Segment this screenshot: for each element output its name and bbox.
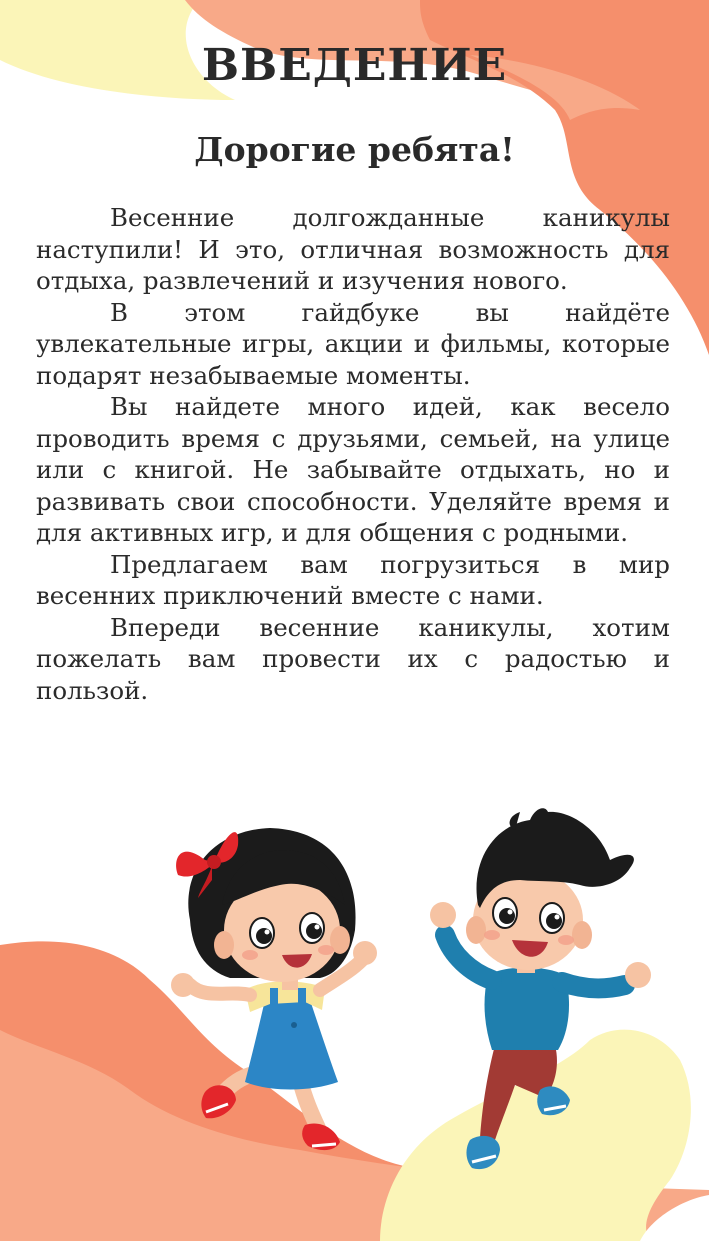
boy-right-shoe (537, 1086, 570, 1115)
girl-left-hand (171, 973, 195, 997)
boy-left-shoe (466, 1136, 500, 1169)
page-title: ВВЕДЕНИЕ (201, 40, 508, 91)
paragraph: Весенние долгожданные каникулы наступили! И это, отличная возможность для отдыха, развлечений и изучения нового. (36, 203, 670, 295)
paragraph: Предлагаем вам погрузиться в мир весенних приключений вместе с нами. (36, 549, 670, 610)
greeting-heading: Дорогие ребята! (194, 130, 515, 169)
girl-dress (245, 1000, 338, 1090)
paragraph: Вы найдете много идей, как весело проводить время с друзьями, семьей, на улице или с книгой. Не забывайте отдыхать, но и развивать свои способности. Уделяйте время и для активных игр, и для общения с родными. (36, 392, 670, 547)
boy-figure (430, 808, 651, 1169)
paragraph: В этом гайдбуке вы найдёте увлекательные игры, акции и фильмы, которые подарят незабываемые моменты. (36, 297, 670, 390)
boy-left-hand (430, 902, 456, 928)
boy-right-hand (625, 962, 651, 988)
paragraph: Впереди весенние каникулы, хотим пожелать вам провести их с радостью и пользой. (36, 612, 670, 705)
girl-figure (171, 828, 377, 1150)
girl-right-hand (353, 941, 377, 965)
